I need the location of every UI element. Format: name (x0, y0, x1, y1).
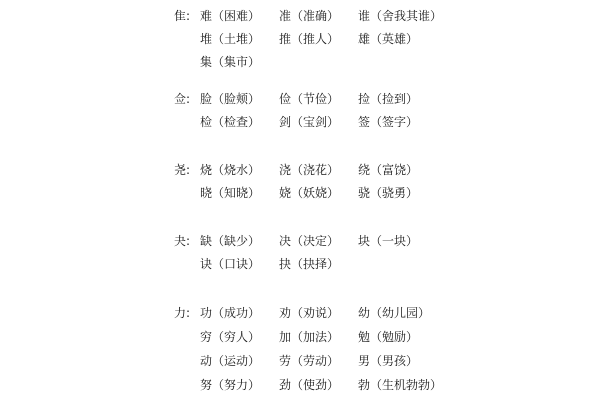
word-item: 努（努力） (200, 378, 261, 392)
word-item: 功（成功） (200, 306, 261, 320)
radical-label: 隹: (173, 9, 190, 23)
word-item: 烧（烧水） (200, 163, 261, 177)
radical-label: 尧: (173, 163, 190, 177)
word-item: 加（加法） (279, 330, 340, 344)
word-item: 勉（勉励） (358, 330, 419, 344)
word-item: 推（推人） (279, 32, 340, 46)
word-row (0, 377, 600, 401)
word-item: 浇（浇花） (279, 163, 340, 177)
word-item: 脸（脸颊） (200, 92, 261, 106)
word-item: 劲（使劲） (279, 378, 340, 392)
radical-group-yao (0, 162, 600, 208)
word-item: 检（检查） (200, 115, 261, 129)
word-item: 诀（口诀） (200, 257, 261, 271)
word-item: 难（困难） (200, 9, 261, 23)
word-item: 劳（劳动） (279, 354, 340, 368)
word-row (0, 256, 600, 279)
word-row (0, 185, 600, 208)
word-item: 堆（土堆） (200, 32, 261, 46)
word-item: 集（集市） (200, 55, 261, 69)
radical-group-li (0, 305, 600, 401)
word-row (0, 91, 600, 114)
word-item: 缺（缺少） (200, 234, 261, 248)
word-item: 绕（富饶） (358, 163, 419, 177)
word-item: 劝（劝说） (279, 306, 340, 320)
word-item: 抉（抉择） (279, 257, 340, 271)
word-item: 娆（妖娆） (279, 186, 340, 200)
word-item: 幼（幼儿园） (358, 306, 431, 320)
radical-group-qian (0, 91, 600, 137)
word-item: 谁（舍我其谁） (358, 9, 443, 23)
word-row (0, 8, 600, 31)
word-item: 穷（穷人） (200, 330, 261, 344)
radical-group-zhui (0, 8, 600, 77)
word-item: 俭（节俭） (279, 92, 340, 106)
radical-group-guai (0, 233, 600, 279)
word-row (0, 329, 600, 353)
word-item: 勃（生机勃勃） (358, 378, 443, 392)
word-row (0, 305, 600, 329)
word-row (0, 233, 600, 256)
word-item: 雄（英雄） (358, 32, 419, 46)
word-row (0, 162, 600, 185)
word-row (0, 31, 600, 54)
word-item: 骁（骁勇） (358, 186, 419, 200)
radical-label: 夬: (173, 234, 190, 248)
radical-label: 力: (173, 306, 190, 320)
word-item: 剑（宝剑） (279, 115, 340, 129)
word-row (0, 54, 600, 77)
word-item: 准（准确） (279, 9, 340, 23)
word-row (0, 353, 600, 377)
word-item: 捡（捡到） (358, 92, 419, 106)
word-item: 签（签字） (358, 115, 419, 129)
word-row (0, 114, 600, 137)
word-item: 决（决定） (279, 234, 340, 248)
word-item: 男（男孩） (358, 354, 419, 368)
word-item: 动（运动） (200, 354, 261, 368)
radical-label: 佥: (173, 92, 190, 106)
word-item: 晓（知晓） (200, 186, 261, 200)
word-item: 块（一块） (358, 234, 419, 248)
